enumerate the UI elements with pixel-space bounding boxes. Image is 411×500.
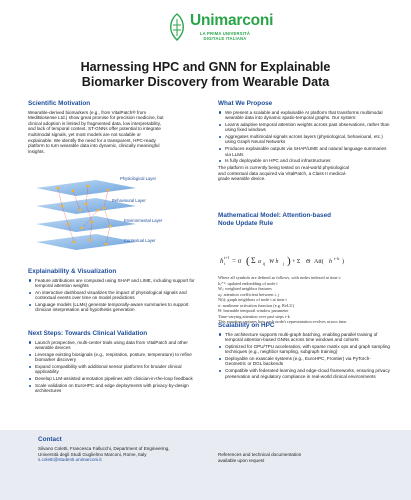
list-item: Language models (LLMs) generate temporally-aware summaries to support clinician interpretation and hypothesis generation [28,302,200,313]
svg-text:Σ: Σ [251,256,256,265]
contact-footer [0,430,411,500]
math-heading-line-2: Node Update Rule [218,219,274,227]
propose-paragraph-line: grade wearable device. [218,176,266,182]
svg-text:t+1: t+1 [224,255,230,260]
svg-text:i: i [224,261,226,266]
list-item: Deployable on exascale systems (e.g., EuroHPC, Frontier) via PyTorch-Geometric or DGL backends [218,356,390,367]
motivation-text-line: insights. [28,148,45,154]
physiological-layer-label: Physiological Layer [120,176,157,181]
contact-authors: Silvano Coletti, Francesca Fallucchi, Department of Engineering, [38,446,170,451]
logo-name: Unimarconi [190,12,274,29]
svg-text:= σ: = σ [232,257,242,265]
math-definition-line: σ: nonlinear activation function (e.g. ReLU) [218,302,294,308]
svg-text:W h: W h [269,259,279,265]
math-model-section [218,212,390,227]
list-item: Develop LLM-assisted annotation pipelines with clinician-in-the-loop feedback [28,376,200,382]
physiological-layer-plane [36,180,136,196]
section-heading: Scientific Motivation [28,100,91,107]
contact-heading: Contact [38,436,62,443]
math-definition-line: Wᵢ: weighted neighbor features [218,286,272,291]
math-definition-line: hᵢᵗ⁺¹: updated embedding of node i [218,280,278,286]
motivation-text [28,110,198,155]
motivation-text-line: and lack of temporal context. ST-GNNs offer potential to integrate [28,126,161,132]
math-heading-line-1: Mathematical Model: Attention-based [218,212,332,219]
list-item: Feature attributions are computed using SHAP and LIME, including support for temporal attention weights [28,278,200,289]
svg-text:h: h [329,259,332,265]
math-definition-line: Where all symbols are defined as follows, with nodes indexed at time t: [218,275,342,280]
attention-equation-block [218,252,388,324]
next-steps-section [28,330,200,395]
svg-text:h: h [220,257,224,265]
what-we-propose-section [218,100,390,182]
explainability-section [28,268,200,314]
contextual-layer-label: Contextual Layer [124,238,156,243]
list-item: Expand compatibility with additional sensor platforms for broader clinical applicability [28,364,200,375]
layers-diagram [28,172,198,254]
explainability-list [28,278,200,313]
list-item: We present a scalable and explainable AI platform that transforms multimodal wearable data into dynamic spatio-temporal graphs. Our system: [218,110,390,121]
scalability-section [218,322,390,380]
references-note [218,452,301,463]
motivation-text-line: platform to turn wearable data into dynamic, clinically meaningful [28,143,160,149]
list-item: Learns adaptive temporal attention weights across past observations, rather than using fixed windows [218,122,390,133]
svg-text:): ) [287,255,291,267]
list-item: Launch prospective, multi-center trials using data from VitalPatch and other wearable devices [28,340,200,351]
list-item: Is fully deployable on HPC and cloud infrastructures [218,158,390,164]
motivation-text-line: multimodal signals, yet most models are not scalable or [28,131,141,137]
svg-text:t−k: t−k [334,256,340,261]
list-item: Produces explainable outputs via SHAP/LIME and natural language summaries via LLMs [218,146,390,157]
list-item: Scale validation on EuroHPC and edge deployments with privacy-by-design architectures [28,383,200,394]
motivation-text-line: MediBiosense Ltd.) show great promise for precision medicine, but [28,115,164,121]
section-heading: Explainability & Visualization [28,268,117,275]
math-definition-line: This equation captures how each node's representation evolves across time. [218,319,348,324]
section-heading: Next Steps: Towards Clinical Validation [28,330,148,337]
section-heading [218,212,390,227]
university-seal-icon [168,12,186,42]
math-definition-line: N(i): graph neighbors of node i at time t [218,297,287,302]
svg-text:+ Σ: + Σ [292,259,301,265]
math-definitions [218,275,388,325]
list-item: Compatible with federated learning and edge-cloud frameworks, ensuring privacy preservation and regulatory compliance in real-world clinical environments [218,368,390,379]
environmental-layer-label: Environmental Layer [124,218,163,223]
svg-text:): ) [342,259,344,265]
next-steps-list [28,340,200,394]
list-item: An interactive dashboard visualizes the impact of physiological signals and contextual events over time on model predictions [28,290,200,301]
list-item: Optimized for GPU/TPU acceleration, with sparse matrix ops and graph sampling techniques (e.g., neighbor sampling, subgraph training) [218,344,390,355]
propose-paragraph-line: The platform is currently being tested on real-world physiological [218,165,349,171]
motivation-text-line: clinical adoption is limited by fragmented data, low interpretability, [28,120,161,126]
references-line-1: References and technical documentation [218,452,302,457]
poster-title-line-2: Biomarker Discovery from Wearable Data [81,75,330,89]
university-logo [168,10,276,50]
environmental-layer-plane [36,216,136,232]
section-heading: Scalability on HPC [218,322,275,329]
scientific-motivation-section [28,100,198,154]
layer-stack-graphic [28,172,198,254]
svg-text:Att(: Att( [314,259,324,265]
contact-affiliation: Università degli Studi Guglielmo Marconi, Rome, Italy [38,451,147,457]
svg-text:ij: ij [263,261,266,266]
svg-text:a: a [258,259,261,265]
svg-text:(: ( [246,255,250,267]
section-heading: What We Propose [218,100,273,107]
scalability-list [218,332,390,380]
references-line-2: available upon request [218,457,265,463]
list-item: Aggregates multimodal signals across layers (physiological, behavioural, etc.) using Graph Neural Networks [218,134,390,145]
contextual-layer-plane [36,234,136,250]
list-item: Leverage existing biosignals (e.g., respiration, posture, temperature) to refine biomarker discovery [28,352,200,363]
logo-subtitle-line-1: LA PRIMA UNIVERSITÀ [199,31,251,36]
motivation-text-line: Wearable-derived biomarkers (e.g., from VitalPatch® from [28,109,147,115]
poster-title-line-1: Harnessing HPC and GNN for Explainable [80,60,331,74]
logo-subtitle [190,31,260,41]
attention-equation [218,252,388,270]
math-definition-line: Θ: learnable temporal window parameter [218,308,289,313]
contact-details [38,446,170,463]
math-definition-line: aᵢⱼ: attention coefficient between i, j [218,291,280,297]
propose-paragraph-line: and contextual data acquired via VitalPatch, a Class II medical- [218,170,347,176]
motivation-text-line: explainable. We identify the need for a transparent, HPC-ready [28,137,156,143]
math-definition-line: Time-varying attention over past steps t-k [218,313,290,319]
svg-text:j: j [283,261,285,266]
contact-email[interactable]: s.coletti@studenti.unimarconi.it [38,457,102,463]
logo-subtitle-line-2: DIGITALE ITALIANA [203,36,247,41]
propose-list [218,110,390,164]
behavioural-layer-label: Behavioural Layer [112,198,146,203]
propose-paragraph [218,165,390,182]
svg-text:Θ: Θ [306,259,311,265]
poster-title [40,60,371,90]
list-item: The architecture supports multi-graph batching, enabling parallel training of temporal attention-based GNNs across time windows and cohorts [218,332,390,343]
